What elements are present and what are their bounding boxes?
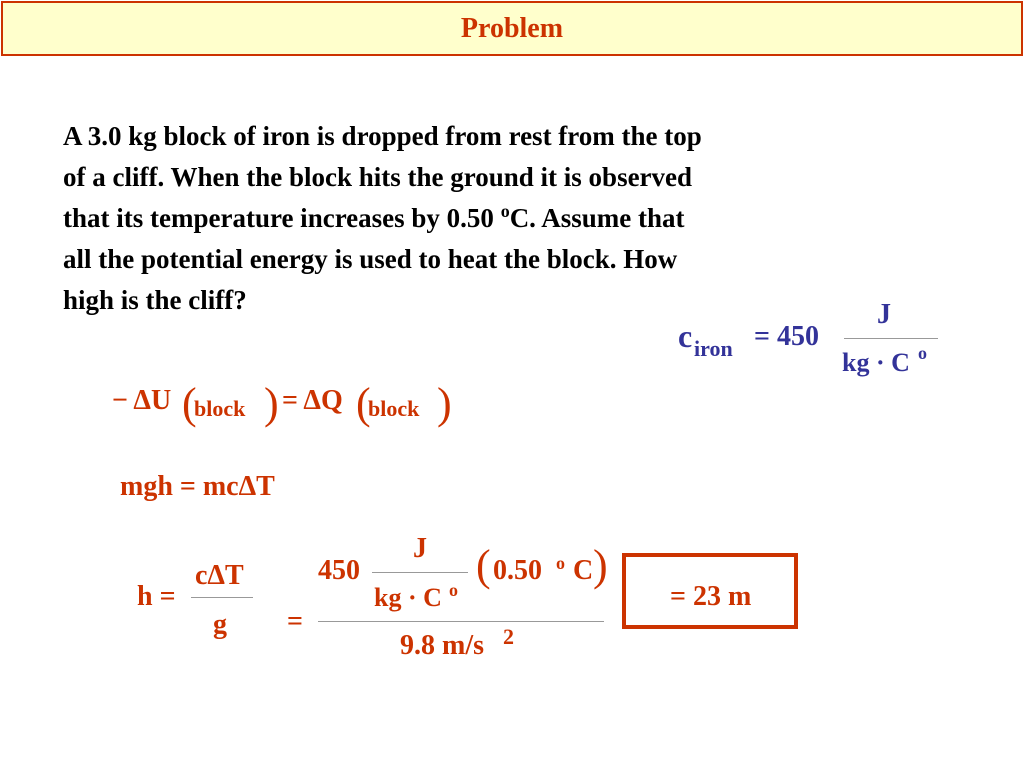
h-equals: h = <box>137 581 176 612</box>
slide-title: Problem <box>460 12 564 44</box>
mgh-equation: mgh = mcΔT <box>120 471 275 502</box>
title-bar <box>1 1 1023 56</box>
degree-superscript: o <box>918 343 927 363</box>
equals-sign: = <box>287 606 303 637</box>
problem-line-2: of a cliff. When the block hits the ground it is observed <box>63 162 693 192</box>
open-paren: ( <box>356 379 371 428</box>
problem-line-3-text: that its temperature increases by 0.50 <box>63 203 501 233</box>
c-delta-t: cΔT <box>195 560 244 591</box>
unit-j: J <box>413 533 427 564</box>
open-paren: ( <box>182 379 197 428</box>
problem-line-3-tail: C. Assume that <box>509 203 685 233</box>
close-paren: ) <box>264 379 279 428</box>
c-symbol: c <box>678 318 693 354</box>
problem-line-3 <box>63 198 883 239</box>
unit-degree: o <box>449 580 458 600</box>
unit-kg-c: kg · C <box>374 583 442 612</box>
g-denominator: g <box>213 609 227 640</box>
problem-line-1: A 3.0 kg block of iron is dropped from rest from the top <box>63 121 702 151</box>
problem-statement <box>63 116 883 321</box>
close-paren: ) <box>437 379 452 428</box>
value-450: 450 <box>318 555 360 586</box>
equals-delta-q: = ΔQ <box>282 385 343 416</box>
block-subscript-right: block <box>368 396 420 421</box>
degree-symbol: o <box>500 201 510 221</box>
open-paren: ( <box>476 541 491 590</box>
answer-value: = 23 m <box>670 581 752 612</box>
unit-fraction-bar <box>372 572 468 573</box>
problem-line-5: high is the cliff? <box>63 285 247 315</box>
block-subscript-left: block <box>194 396 246 421</box>
main-fraction-bar <box>318 621 604 622</box>
fraction-bar <box>844 338 938 339</box>
gravity-exponent: 2 <box>503 624 514 649</box>
problem-line-4: all the potential energy is used to heat the block. How <box>63 244 678 274</box>
unit-numerator-j: J <box>877 299 891 330</box>
close-paren: ) <box>593 541 608 590</box>
specific-heat-value: = 450 <box>754 321 819 352</box>
delta-t-degree: o <box>556 553 565 573</box>
delta-t-unit: C <box>573 555 594 586</box>
delta-t-value: 0.50 <box>493 555 542 586</box>
fraction-bar <box>191 597 253 598</box>
iron-subscript: iron <box>694 336 733 361</box>
minus-delta-u: − ΔU <box>112 385 172 416</box>
gravity-value: 9.8 m/s <box>400 630 484 661</box>
unit-denominator: kg · C <box>842 348 910 377</box>
